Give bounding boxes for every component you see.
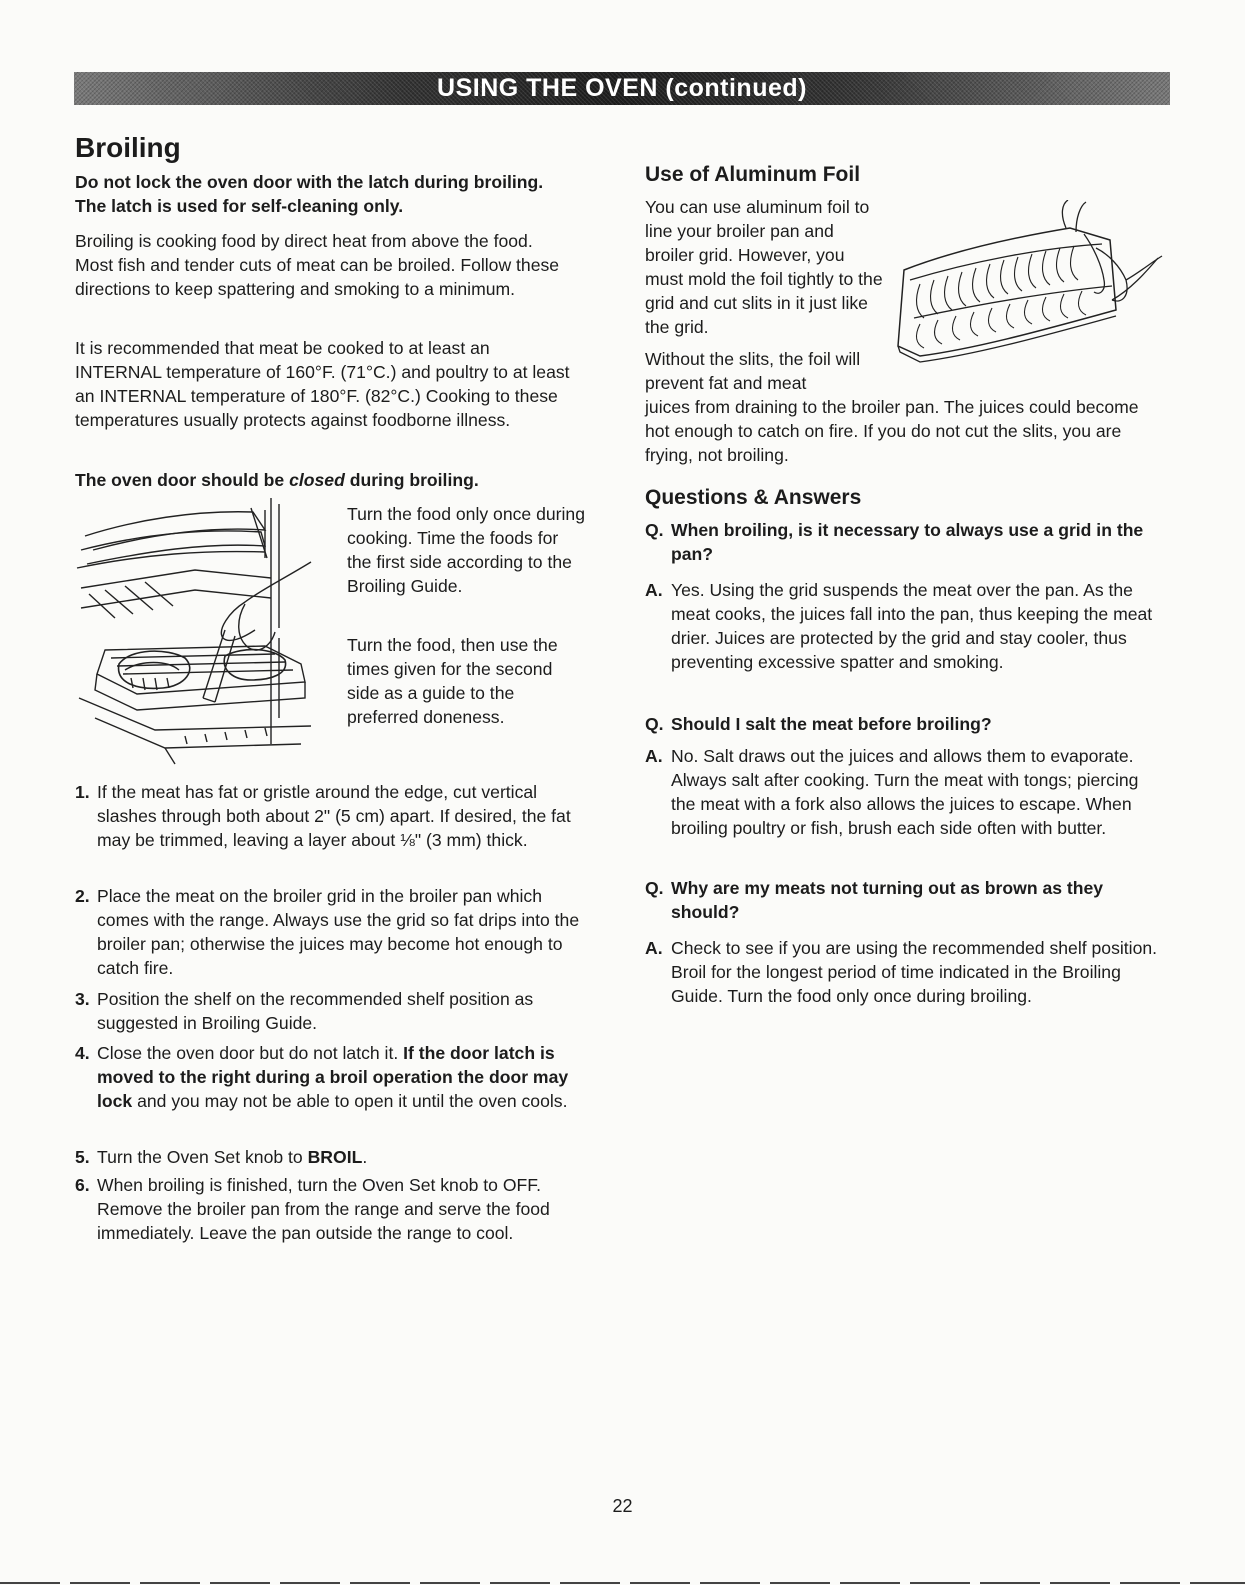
foil-grid-illustration — [890, 200, 1165, 370]
broiling-step: 1. If the meat has fat or gristle around the edge, cut vertical slashes through both about 2" (5 cm) apart. If desired, the fat may be trimmed, leaving a layer about ⅛" (3 mm) thick. — [75, 782, 571, 850]
broiling-step: 5. Turn the Oven Set knob to BROIL. — [75, 1147, 368, 1167]
qa-answer: A. No. Salt draws out the juices and allows them to evaporate. Always salt after cooking. Turn the meat with tongs; piercing the meat with a fork also allows the juices to escape. When broiling poultry or fish, brush each side often with butter. — [645, 746, 1139, 838]
broiling-step: 3. Position the shelf on the recommended shelf position as suggested in Broiling Guide. — [75, 989, 534, 1033]
turn-once-instruction: Turn the food only once during cooking. Time the foods for the first side according to the Broiling Guide. — [347, 504, 585, 596]
qa-question: Q. When broiling, is it necessary to always use a grid in the pan? — [645, 520, 1144, 564]
qa-question: Q. Why are my meats not turning out as brown as they should? — [645, 878, 1104, 922]
aluminum-foil-heading: Use of Aluminum Foil — [645, 163, 861, 186]
door-closed-note: The oven door should be closed during broiling. — [75, 470, 479, 490]
qa-question: Q. Should I salt the meat before broiling? — [645, 714, 992, 734]
aluminum-foil-text: You can use aluminum foil to line your broiler pan and broiler grid. However, you must mold the foil tightly to the grid and cut slits in it just like the grid. — [645, 197, 883, 337]
footer-divider — [0, 1582, 1245, 1584]
aluminum-foil-slits-text: Without the slits, the foil will prevent fat and meat — [645, 349, 861, 393]
qa-answer: A. Yes. Using the grid suspends the meat over the pan. As the meat cooks, the juices fall into the pan, thus keeping the meat drier. Juices are protected by the grid and stay cooler, thus preventing excessive spatter and smoking. — [645, 580, 1153, 672]
broiling-step: 2. Place the meat on the broiler grid in the broiler pan which comes with the range. Always use the grid so fat drips into the broiler pan; otherwise the juices may become hot enough to catch fire. — [75, 886, 580, 978]
section-header-banner — [74, 72, 1170, 105]
broiling-step: 6. When broiling is finished, turn the Oven Set knob to OFF. Remove the broiler pan from the range and serve the food immediately. Leave the pan outside the range to cool. — [75, 1175, 550, 1243]
section-header-title: USING THE OVEN (continued) — [437, 74, 807, 102]
broiling-step: 4. Close the oven door but do not latch it. If the door latch is moved to the right during a broil operation the door may lock and you may not be able to open it until the oven cools. — [75, 1043, 569, 1111]
broiling-heading: Broiling — [75, 132, 181, 163]
broiling-oven-illustration — [75, 498, 337, 766]
second-side-instruction: Turn the food, then use the times given for the second side as a guide to the preferred doneness. — [347, 635, 558, 727]
qa-answer: A. Check to see if you are using the recommended shelf position. Broil for the longest period of time indicated in the Broiling Guide. Turn the food only once during broiling. — [645, 938, 1158, 1006]
aluminum-foil-slits-continued: juices from draining to the broiler pan. The juices could become hot enough to catch on fire. If you do not cut the slits, you are frying, not broiling. — [645, 397, 1139, 465]
temperature-recommendation: It is recommended that meat be cooked to at least an INTERNAL temperature of 160°F. (71°C.) and poultry to at least an INTERNAL temperature of 180°F. (82°C.) Cooking to these temperatures usually protects against foodborne illness. — [75, 338, 570, 430]
broiling-intro: Broiling is cooking food by direct heat from above the food. Most fish and tender cuts of meat can be broiled. Follow these directions to keep spattering and smoking to a minimum. — [75, 231, 560, 299]
broiling-warning: Do not lock the oven door with the latch during broiling. The latch is used for self-cleaning only. — [75, 172, 544, 216]
page-number: 22 — [612, 1496, 633, 1516]
qa-heading: Questions & Answers — [645, 486, 862, 509]
